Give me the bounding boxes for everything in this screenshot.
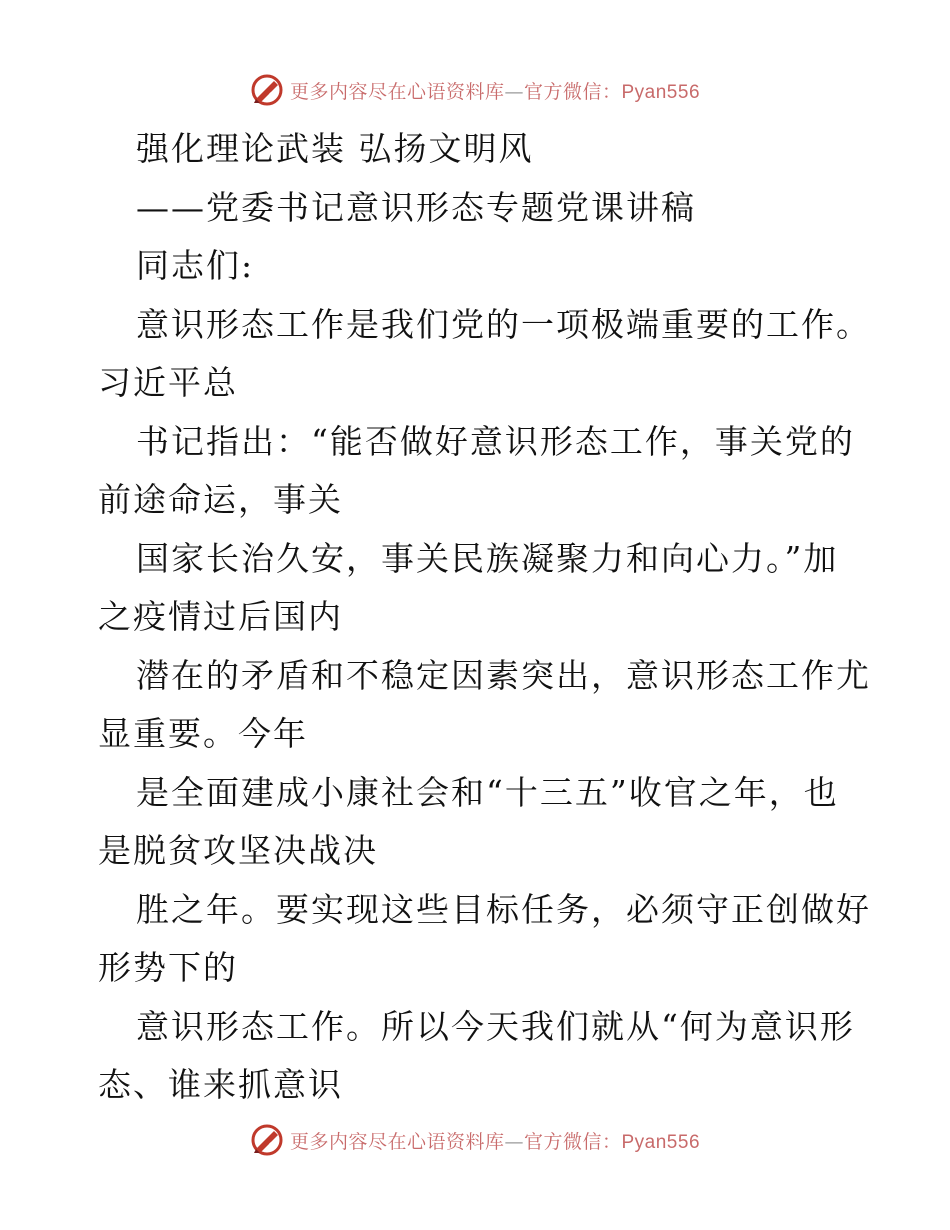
document-body [98,120,871,1115]
paragraph-line: 前途命运，事关 [98,480,343,519]
document-title: 强化理论武装 弘扬文明风 [136,129,534,168]
paragraph-line: 是脱贫攻坚决战决 [98,831,378,870]
header-banner-id: Pyan556 [621,81,701,103]
document-subtitle: ——党委书记意识形态专题党课讲稿 [136,187,696,227]
paragraph-line: 是全面建成小康社会和“十三五”收官之年，也 [136,772,839,812]
header-banner-dash: — [504,80,524,103]
footer-banner-inner [250,1123,700,1157]
footer-banner-text [290,1127,700,1154]
paragraph-line: 形势下的 [98,948,238,987]
paragraph-line: 态、谁来抓意识 [98,1065,343,1104]
red-circle-pen-logo-icon [250,1123,284,1157]
footer-banner-main: 更多内容尽在心语资料库 [289,1130,505,1153]
footer-banner-id: Pyan556 [621,1131,701,1153]
paragraph-line: 潜在的矛盾和不稳定因素突出，意识形态工作尤 [136,655,871,695]
paragraph-line: 书记指出：“能否做好意识形态工作，事关党的 [136,421,855,461]
paragraph-line: 之疫情过后国内 [98,597,343,636]
footer-banner [0,1120,950,1160]
paragraph-line: 意识形态工作是我们党的一项极端重要的工作。 [136,304,871,344]
header-banner-main: 更多内容尽在心语资料库 [289,80,505,103]
header-banner-suffix: 官方微信： [523,80,622,103]
red-circle-pen-logo-icon [250,73,284,107]
paragraph-line: 习近平总 [98,363,238,402]
paragraph-line: 国家长治久安，事关民族凝聚力和向心力。”加 [136,538,839,578]
footer-banner-dash: — [504,1130,524,1153]
paragraph-line: 意识形态工作。所以今天我们就从“何为意识形 [136,1006,855,1046]
paragraph-line: 显重要。今年 [98,714,308,753]
header-banner-inner [250,73,700,107]
footer-banner-suffix: 官方微信： [523,1130,622,1153]
header-banner [0,70,950,110]
header-banner-text [290,77,700,104]
paragraph-line: 胜之年。要实现这些目标任务，必须守正创做好 [136,889,871,929]
document-greeting: 同志们: [136,246,255,285]
